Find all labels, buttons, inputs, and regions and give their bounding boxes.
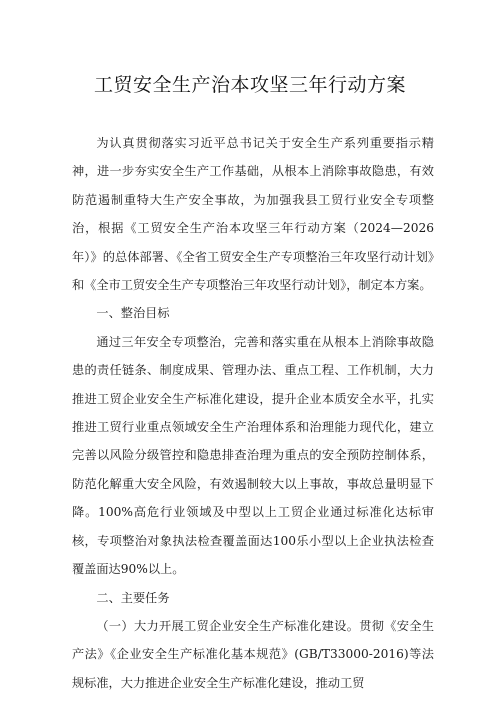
section-heading-goals: 一、整治目标 (96, 306, 170, 321)
document-body (72, 129, 434, 697)
section-heading-tasks: 二、主要任务 (96, 590, 170, 605)
task-paragraph-1 (72, 612, 434, 697)
subsection-body-standardization: 贯彻《安全生产法》《企业安全生产标准化基本规范》(GB/T33000-2016)等法规标准，大力推进企业安全生产标准化建设，推动工贸 (72, 618, 435, 690)
subsection-heading-standardization: （一）大力开展工贸企业安全生产标准化建设。 (96, 618, 360, 633)
document-title: 工贸安全生产治本攻坚三年行动方案 (93, 74, 406, 96)
intro-paragraph: 为认真贯彻落实习近平总书记关于安全生产系列重要指示精神，进一步夯实安全生产工作基础，从根本上消除事故隐患，有效防范遏制重特大生产安全事故，为加强我县工贸行业安全专项整治，根据《工贸安全生产治本攻坚三年行动方案（2024—2026年）》的总体部署、《全省工贸安全生产专项整治三年攻坚行动计划》和《全市工贸安全生产专项整治三年攻坚行动计划》，制定本方案。 (72, 136, 434, 293)
goals-paragraph: 通过三年安全专项整治，完善和落实重在从根本上消除事故隐患的责任链条、制度成果、管理办法、重点工程、工作机制，大力推进工贸企业安全生产标准化建设，提升企业本质安全水平，扎实推进工贸行业重点领域安全生产治理体系和治理能力现代化，建立完善以风险分级管控和隐患排查治理为重点的安全预防控制体系，防范化解重大安全风险，有效遏制较大以上事故，事故总量明显下降。100%高危行业领域及中型以上工贸企业通过标准化达标审核，专项整治对象执法检查覆盖面达100乐小型以上企业执法检查覆盖面达90%以上。 (72, 334, 434, 577)
